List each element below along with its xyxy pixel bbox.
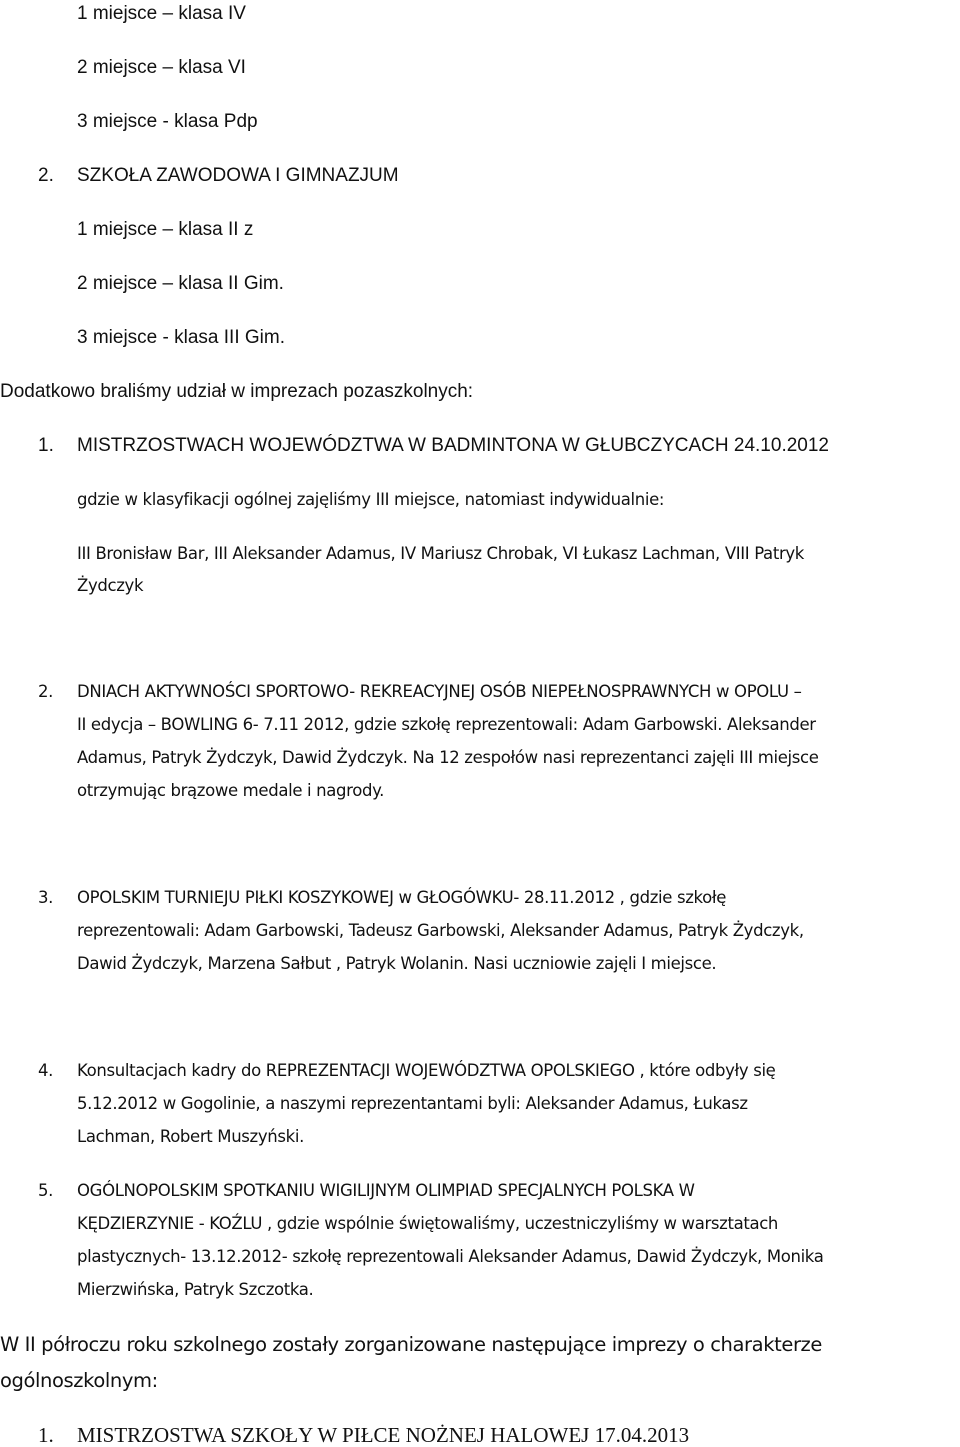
- text-line: KĘDZIERZYNIE - KOŹLU , gdzie wspólnie świętowaliśmy, uczestniczyliśmy w warsztatach: [77, 1214, 779, 1233]
- list-number: 2.: [38, 682, 54, 701]
- text-line: plastycznych- 13.12.2012- szkołę reprezentowali Aleksander Adamus, Dawid Żydczyk, Monika: [77, 1247, 824, 1266]
- text-line: III Bronisław Bar, III Aleksander Adamus, IV Mariusz Chrobak, VI Łukasz Lachman, VIII Patryk: [77, 544, 804, 563]
- section-intro-paragraph: W II półroczu roku szkolnego zostały zorganizowane następujące imprezy o charakterze: [0, 1333, 822, 1356]
- text-line: Konsultacjach kadry do REPREZENTACJI WOJEWÓDZTWA OPOLSKIEGO , które odbyły się: [77, 1061, 776, 1080]
- text-line: 3 miejsce - klasa III Gim.: [77, 327, 285, 348]
- list-number: 5.: [38, 1181, 54, 1200]
- list-item-heading: MISTRZOSTWACH WOJEWÓDZTWA W BADMINTONA W GŁUBCZYCACH 24.10.2012: [77, 435, 829, 456]
- intro-paragraph: Dodatkowo braliśmy udział w imprezach pozaszkolnych:: [0, 381, 474, 402]
- text-line: Dawid Żydczyk, Marzena Sałbut , Patryk Wolanin. Nasi uczniowie zajęli I miejsce.: [77, 954, 717, 973]
- list-number: 4.: [38, 1061, 54, 1080]
- text-line: otrzymując brązowe medale i nagrody.: [77, 781, 385, 800]
- text-line: reprezentowali: Adam Garbowski, Tadeusz Garbowski, Aleksander Adamus, Patryk Żydczyk,: [77, 921, 804, 940]
- text-line: DNIACH AKTYWNOŚCI SPORTOWO- REKREACYJNEJ OSÓB NIEPEŁNOSPRAWNYCH w OPOLU –: [77, 682, 802, 701]
- list-item-heading: SZKOŁA ZAWODOWA I GIMNAZJUM: [77, 165, 399, 186]
- list-item-heading: MISTRZOSTWA SZKOŁY W PIŁCE NOŻNEJ HALOWEJ 17.04.2013: [77, 1423, 690, 1447]
- text-line: gdzie w klasyfikacji ogólnej zajęliśmy III miejsce, natomiast indywidualnie:: [77, 490, 665, 509]
- list-number: 1.: [38, 435, 54, 456]
- text-line: OGÓLNOPOLSKIM SPOTKANIU WIGILIJNYM OLIMPIAD SPECJALNYCH POLSKA W: [77, 1181, 695, 1200]
- text-line: 5.12.2012 w Gogolinie, a naszymi reprezentantami byli: Aleksander Adamus, Łukasz: [77, 1094, 748, 1113]
- text-line: II edycja – BOWLING 6- 7.11 2012, gdzie szkołę reprezentowali: Adam Garbowski. Aleksander: [77, 715, 816, 734]
- text-line: 3 miejsce - klasa Pdp: [77, 111, 258, 132]
- text-line: Adamus, Patryk Żydczyk, Dawid Żydczyk. Na 12 zespołów nasi reprezentanci zajęli III miejsce: [77, 748, 819, 767]
- text-line: 1 miejsce – klasa IV: [77, 3, 246, 24]
- section-intro-paragraph: ogólnoszkolnym:: [0, 1369, 158, 1392]
- text-line: OPOLSKIM TURNIEJU PIŁKI KOSZYKOWEJ w GŁOGÓWKU- 28.11.2012 , gdzie szkołę: [77, 888, 727, 907]
- text-line: 1 miejsce – klasa II z: [77, 219, 254, 240]
- text-line: Mierzwińska, Patryk Szczotka.: [77, 1280, 314, 1299]
- list-number: 2.: [38, 165, 54, 186]
- list-number: 1.: [38, 1423, 54, 1447]
- text-line: 2 miejsce – klasa VI: [77, 57, 246, 78]
- text-line: Lachman, Robert Muszyński.: [77, 1127, 304, 1146]
- text-line: Żydczyk: [77, 576, 144, 595]
- list-number: 3.: [38, 888, 54, 907]
- text-line: 2 miejsce – klasa II Gim.: [77, 273, 284, 294]
